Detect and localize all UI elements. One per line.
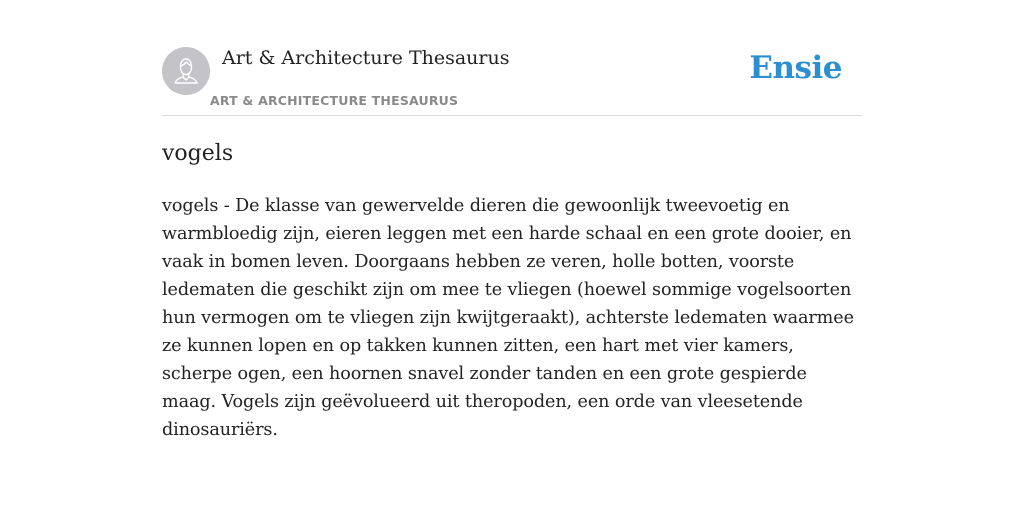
source-title[interactable]: Art & Architecture Thesaurus	[222, 47, 510, 69]
term-title: vogels	[162, 141, 234, 166]
header	[162, 46, 862, 116]
source-subtitle-link[interactable]: ART & ARCHITECTURE THESAURUS	[210, 93, 459, 108]
brand-logo[interactable]: Ensie	[749, 50, 842, 86]
definition-text: vogels - De klasse van gewervelde dieren die gewoonlijk tweevoetig en warmbloedig zijn, eieren leggen met een harde schaal en een grote dooier, en vaak in bomen leven. Doorgaans hebben ze veren, holle botten, voorste ledematen die geschikt zijn om mee te vliegen (hoewel sommige vogelsoorten hun vermogen om te vliegen zijn kwijtgeraakt), achterste ledematen waarmee ze kunnen lopen en op takken kunnen zitten, een hart met vier kamers, scherpe ogen, een hoornen snavel zonder tanden en een grote gespierde maag. Vogels zijn geëvolueerd uit theropoden, een orde van vleesetende dinosauriërs.	[162, 196, 854, 440]
avatar[interactable]	[162, 47, 210, 95]
user-silhouette-icon	[162, 47, 210, 95]
page	[162, 0, 862, 512]
